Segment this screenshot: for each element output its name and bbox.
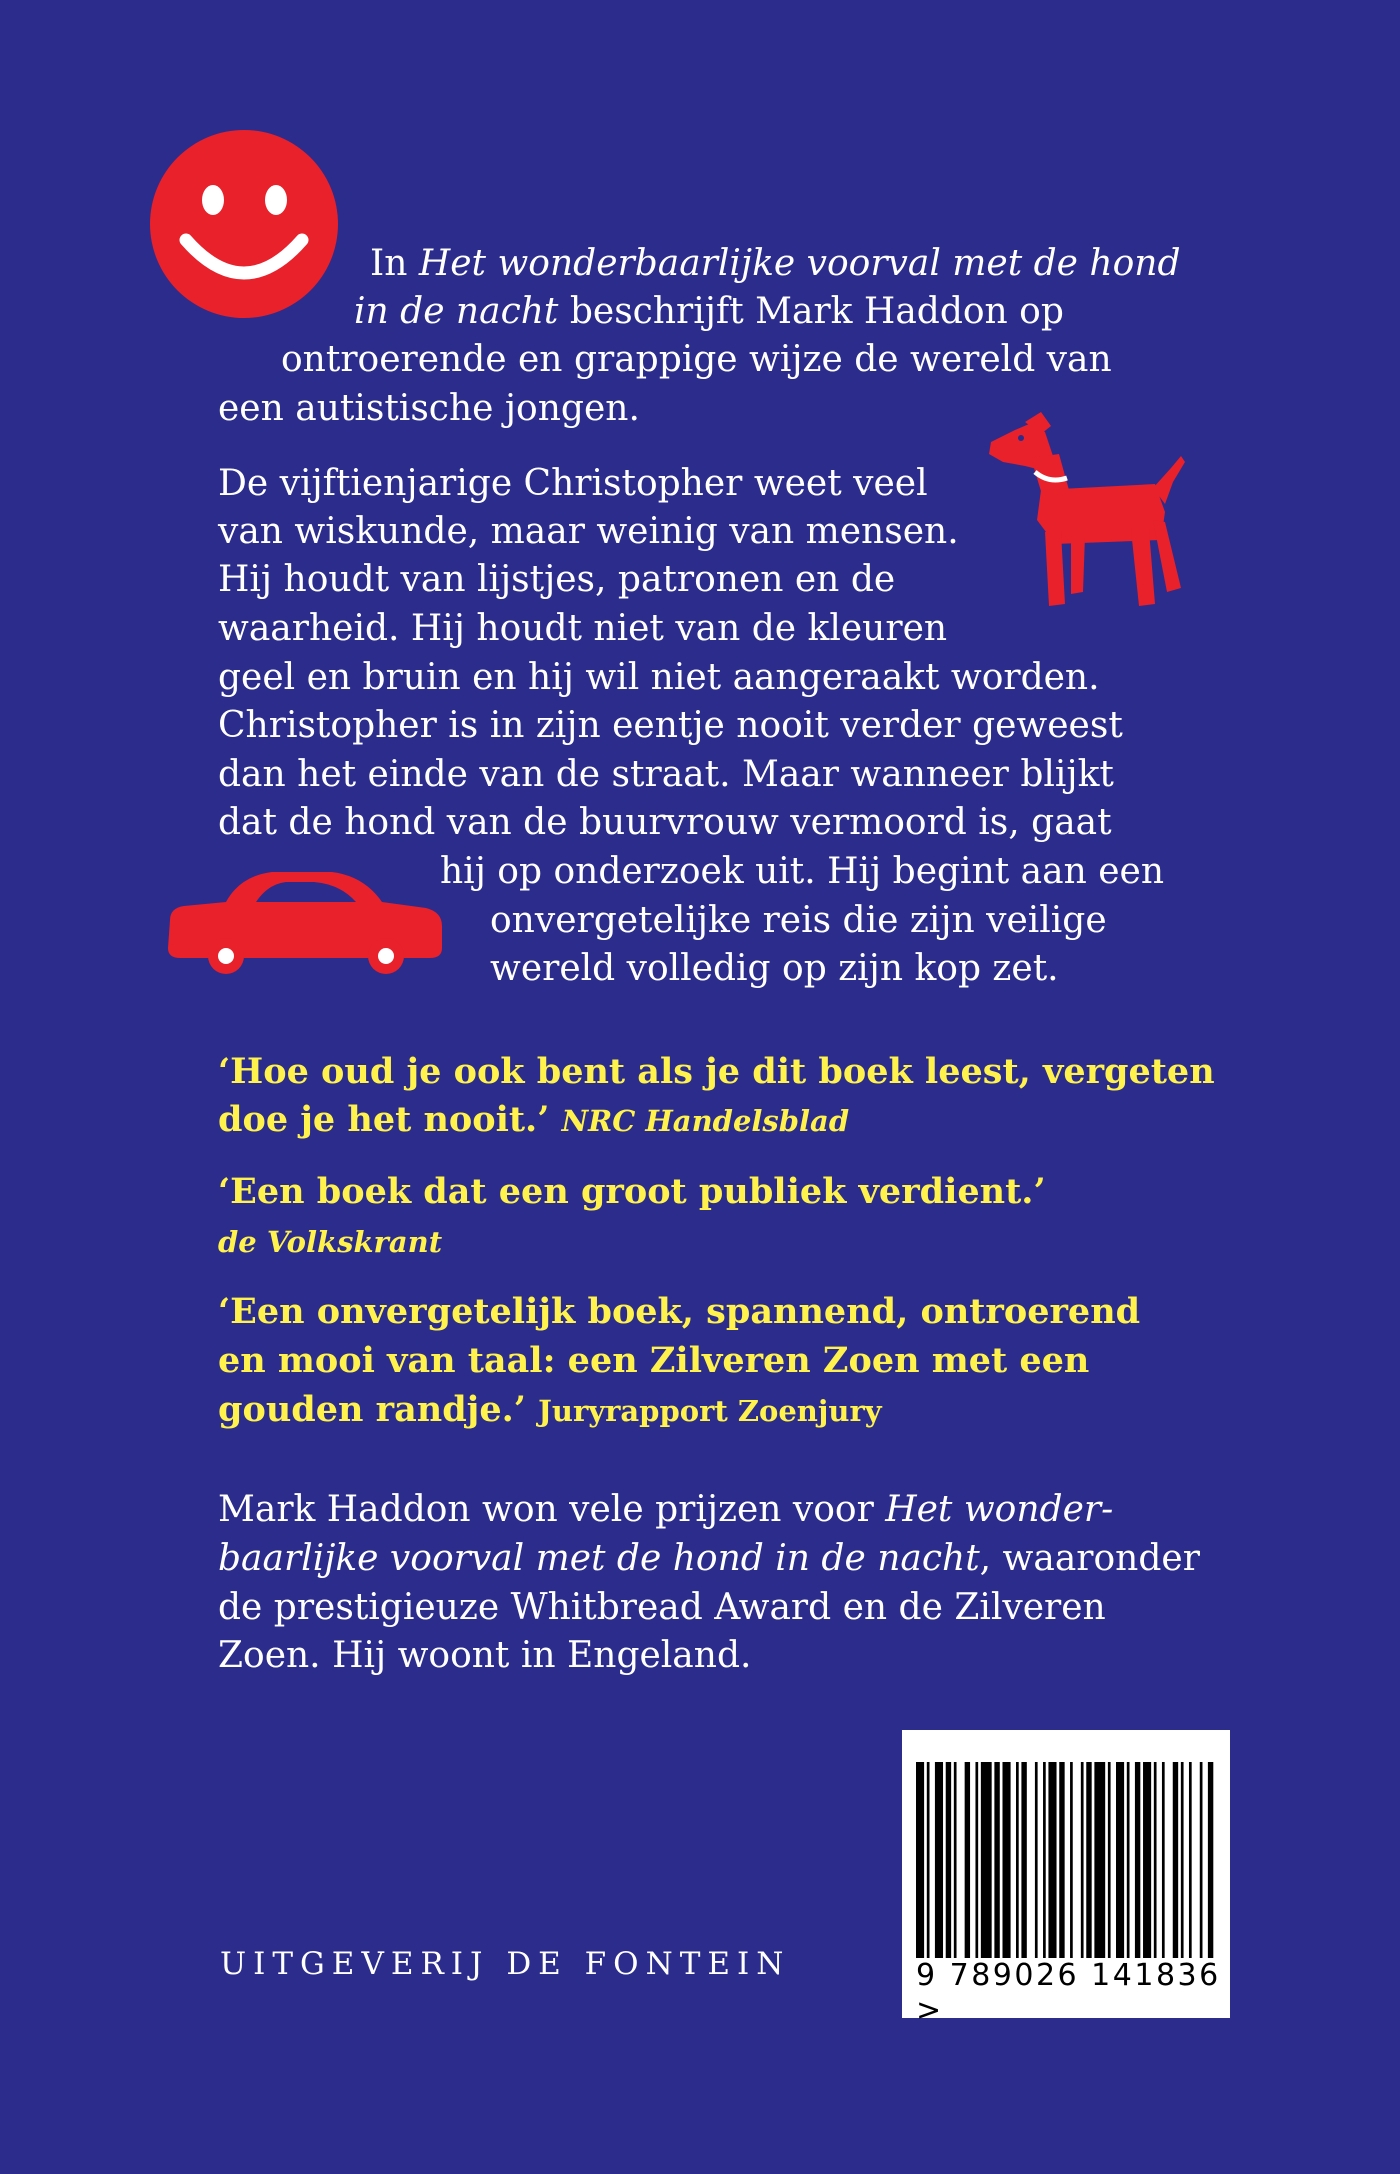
barcode-bar — [1127, 1762, 1130, 1958]
quote-2-line-1: ‘Een boek dat een groot publiek verdient.’ — [218, 1171, 1046, 1212]
intro-line-2: in de nacht beschrijft Mark Haddon op — [354, 291, 1064, 332]
quote-1-line-1: ‘Hoe oud je ook bent als je dit boek leest, vergeten — [218, 1051, 1215, 1092]
barcode — [902, 1730, 1230, 2028]
story-line-2: van wiskunde, maar weinig van mensen. — [218, 511, 959, 552]
barcode-bar — [1070, 1762, 1073, 1958]
barcode-bar — [975, 1762, 978, 1958]
barcode-bar — [994, 1762, 999, 1958]
barcode-bar — [916, 1762, 924, 1958]
barcode-bar — [1143, 1762, 1151, 1958]
barcode-bar — [1116, 1762, 1124, 1958]
quote-1-line-2: doe je het nooit.’ NRC Handelsblad — [218, 1099, 850, 1140]
intro-line-1: In Het wonderbaarlijke voorval met de hond — [370, 243, 1181, 284]
barcode-bar — [1094, 1762, 1105, 1958]
barcode-bar — [1135, 1762, 1140, 1958]
quote-1-source: NRC Handelsblad — [561, 1104, 850, 1138]
barcode-bar — [1021, 1762, 1026, 1958]
story-line-11: wereld volledig op zijn kop zet. — [490, 948, 1059, 989]
quote-3-line-1: ‘Een onvergetelijk boek, spannend, ontroerend — [218, 1291, 1141, 1332]
barcode-bar — [954, 1762, 957, 1958]
smiley-icon — [148, 128, 340, 320]
author-line-1: Mark Haddon won vele prijzen voor Het wonder- — [218, 1489, 1114, 1530]
quote-3-line-3: gouden randje.’ Juryrapport Zoenjury — [218, 1389, 882, 1430]
quote-2-source: de Volkskrant — [218, 1225, 443, 1259]
barcode-bar — [1086, 1762, 1091, 1958]
car-icon — [164, 868, 446, 974]
dog-icon — [985, 412, 1190, 617]
intro-line-3: ontroerende en grappige wijze de wereld van — [281, 339, 1112, 380]
author-line-4: Zoen. Hij woont in Engeland. — [218, 1635, 752, 1676]
barcode-bar — [1035, 1762, 1038, 1958]
barcode-bar — [1002, 1762, 1010, 1958]
barcode-bar — [1173, 1762, 1178, 1958]
barcode-bar — [1208, 1762, 1213, 1958]
author-line-3: de prestigieuze Whitbread Award en de Zilveren — [218, 1587, 1106, 1628]
story-line-6: Christopher is in zijn eentje nooit verder geweest — [218, 705, 1123, 746]
barcode-bar — [1108, 1762, 1111, 1958]
story-line-9: hij op onderzoek uit. Hij begint aan een — [440, 851, 1165, 892]
story-line-8: dat de hond van de buurvrouw vermoord is, gaat — [218, 802, 1112, 843]
story-line-5: geel en bruin en hij wil niet aangeraakt worden. — [218, 657, 1100, 698]
story-line-7: dan het einde van de straat. Maar wanneer blijkt — [218, 754, 1114, 795]
quote-3-line-2: en mooi van taal: een Zilveren Zoen met een — [218, 1340, 1090, 1381]
publisher-name: UITGEVERIJ DE FONTEIN — [220, 1946, 791, 1982]
barcode-bar — [965, 1762, 970, 1958]
barcode-bar — [1081, 1762, 1084, 1958]
intro-line-4: een autistische jongen. — [218, 388, 640, 429]
barcode-bars — [916, 1762, 1216, 1958]
quote-3-source: Juryrapport Zoenjury — [538, 1394, 882, 1428]
story-line-3: Hij houdt van lijstjes, patronen en de — [218, 559, 896, 600]
barcode-bar — [935, 1762, 943, 1958]
barcode-bar — [1154, 1762, 1157, 1958]
barcode-bar — [1048, 1762, 1056, 1958]
barcode-bar — [1162, 1762, 1165, 1958]
story-line-4: waarheid. Hij houdt niet van de kleuren — [218, 608, 948, 649]
barcode-bar — [1200, 1762, 1203, 1958]
barcode-bar — [1016, 1762, 1019, 1958]
barcode-bar — [1059, 1762, 1064, 1958]
barcode-bar — [981, 1762, 992, 1958]
barcode-bar — [927, 1762, 930, 1958]
barcode-bar — [946, 1762, 951, 1958]
story-line-1: De vijftienjarige Christopher weet veel — [218, 463, 928, 504]
story-line-10: onvergetelijke reis die zijn veilige — [490, 900, 1107, 941]
barcode-digits: 9 789026 141836 > — [916, 1958, 1221, 2028]
author-line-2: baarlijke voorval met de hond in de nacht, waaronder — [218, 1538, 1200, 1579]
barcode-bar — [1181, 1762, 1184, 1958]
barcode-bar — [1189, 1762, 1192, 1958]
barcode-bar — [1043, 1762, 1046, 1958]
